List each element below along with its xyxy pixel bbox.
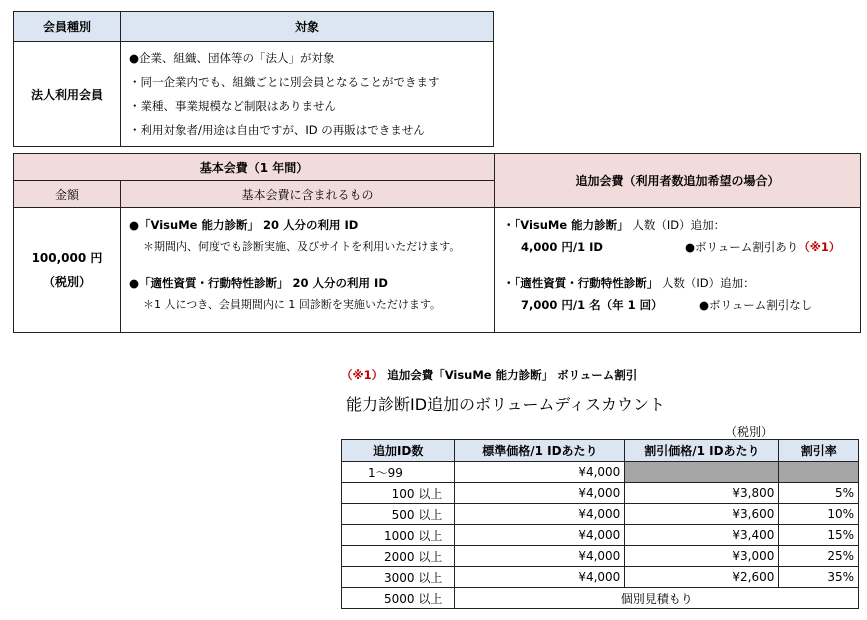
included-cell	[121, 208, 495, 333]
volume-note-text: 追加会費「VisuMe 能力診断」 ボリューム割引	[383, 368, 638, 382]
rate-cell: 35%	[779, 567, 859, 588]
standard-price-cell: ¥4,000	[455, 504, 625, 525]
volume-note	[341, 367, 637, 383]
range-cell: 100 以上	[342, 483, 455, 504]
rate-cell: 15%	[779, 525, 859, 546]
range-cell: 1～99	[342, 462, 455, 483]
volume-note-mark: （※1）	[341, 368, 384, 382]
header-type: 会員種別	[14, 12, 121, 42]
discount-price-cell: ¥3,600	[625, 504, 779, 525]
table-row	[342, 546, 859, 567]
table-row	[342, 504, 859, 525]
discount-price-cell: ¥2,600	[625, 567, 779, 588]
additional-price: 4,000 円/1 ID	[521, 240, 603, 254]
additional-note-mark: （※1）	[798, 240, 841, 254]
range-cell: 1000 以上	[342, 525, 455, 546]
standard-price-cell: ¥4,000	[455, 546, 625, 567]
rate-cell: 10%	[779, 504, 859, 525]
additional-service: ・「VisuMe 能力診断」	[503, 218, 629, 232]
standard-price-cell: ¥4,000	[455, 567, 625, 588]
rate-cell: 5%	[779, 483, 859, 504]
table-row	[342, 567, 859, 588]
table-row	[342, 525, 859, 546]
rate-cell: 25%	[779, 546, 859, 567]
discount-price-cell	[625, 462, 779, 483]
range-cell: 2000 以上	[342, 546, 455, 567]
included-title: ●「VisuMe 能力診断」 20 人分の利用 ID	[129, 218, 359, 232]
additional-price: 7,000 円/1 名（年 1 回）	[521, 298, 663, 312]
range-cell: 5000 以上	[342, 588, 455, 609]
amount-header: 金額	[14, 181, 121, 208]
included-title: ●「適性資質・行動特性診断」 20 人分の利用 ID	[129, 276, 388, 290]
member-target-list	[121, 42, 494, 147]
included-header: 基本会費に含まれるもの	[121, 181, 495, 208]
table-row	[342, 483, 859, 504]
standard-price-cell: ¥4,000	[455, 525, 625, 546]
discount-price-cell: ¥3,800	[625, 483, 779, 504]
table-row	[342, 588, 859, 609]
additional-service: ・「適性資質・行動特性診断」	[503, 276, 659, 290]
target-item: ・同一企業内でも、組織ごとに別会員となることができます	[129, 75, 440, 89]
target-item: ●企業、組織、団体等の「法人」が対象	[129, 51, 335, 65]
col-header-standard: 標準価格/1 IDあたり	[455, 440, 625, 462]
basic-price-tax-note: （税別）	[42, 275, 91, 289]
standard-price-cell: ¥4,000	[455, 483, 625, 504]
discount-price-cell: ¥3,400	[625, 525, 779, 546]
standard-price-cell: ¥4,000	[455, 462, 625, 483]
additional-discount-note: ●ボリューム割引あり	[685, 240, 799, 254]
fee-table	[13, 153, 861, 333]
basic-fee-header: 基本会費（1 年間）	[14, 154, 495, 181]
col-header-rate: 割引率	[779, 440, 859, 462]
discount-price-cell: ¥3,000	[625, 546, 779, 567]
custom-quote-cell: 個別見積もり	[455, 588, 859, 609]
additional-fee-header: 追加会費（利用者数追加希望の場合）	[495, 154, 861, 208]
range-cell: 3000 以上	[342, 567, 455, 588]
member-type: 法人利用会員	[14, 42, 121, 147]
target-item: ・利用対象者/用途は自由ですが、ID の再販はできません	[129, 123, 425, 137]
col-header-range: 追加ID数	[342, 440, 455, 462]
additional-service-suffix: 人数（ID）追加：	[658, 276, 755, 290]
header-target: 対象	[121, 12, 494, 42]
membership-table	[13, 11, 494, 147]
basic-price: 100,000 円	[31, 251, 103, 265]
volume-title: 能力診断ID追加のボリュームディスカウント	[346, 395, 665, 414]
additional-cell	[495, 208, 861, 333]
additional-service-suffix: 人数（ID）追加：	[628, 218, 726, 232]
col-header-discount: 割引価格/1 IDあたり	[625, 440, 779, 462]
additional-discount-note: ●ボリューム割引なし	[699, 298, 813, 312]
basic-price-cell	[14, 208, 121, 333]
range-cell: 500 以上	[342, 504, 455, 525]
rate-cell	[779, 462, 859, 483]
table-row	[342, 462, 859, 483]
target-item: ・業種、事業規模など制限はありません	[129, 99, 336, 113]
included-desc: ＊期間内、何度でも診断実施、及びサイトを利用いただけます。	[143, 240, 461, 253]
included-desc: ＊1 人につき、会員期間内に 1 回診断を実施いただけます。	[143, 298, 441, 311]
tax-note: （税別）	[725, 425, 774, 439]
volume-discount-table	[341, 439, 859, 609]
